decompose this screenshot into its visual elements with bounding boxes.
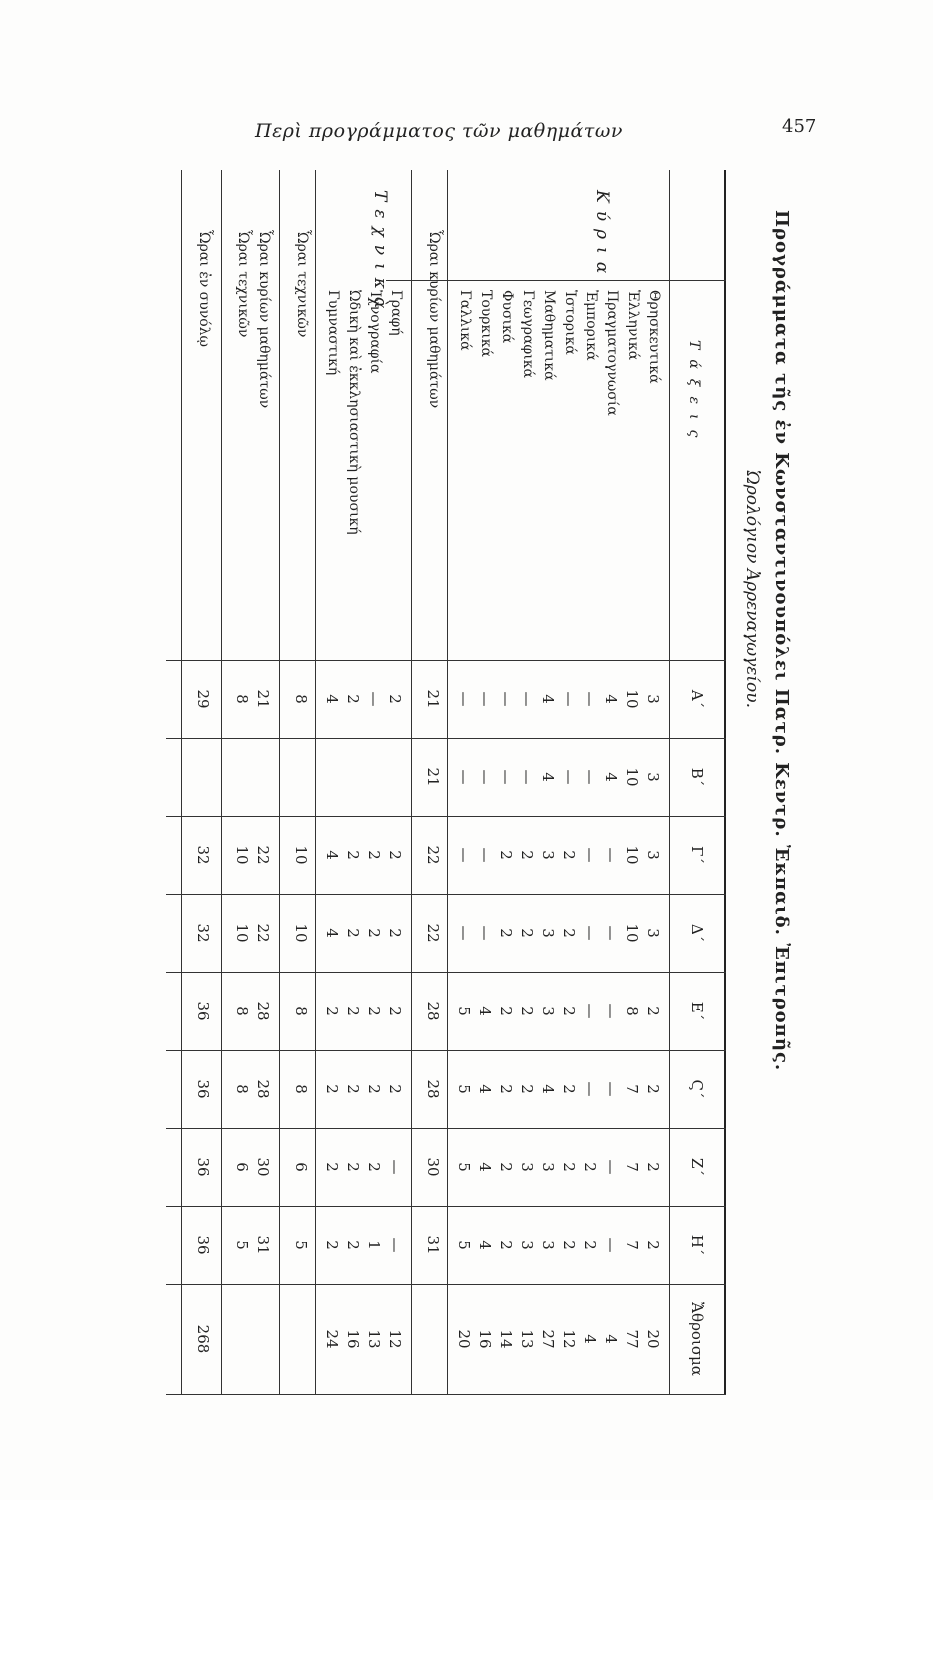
tech-cell: 2 (386, 694, 404, 704)
page-number: 457 (782, 116, 817, 137)
main-cell: 3 (518, 1240, 536, 1250)
main-cell: 5 (455, 1084, 473, 1094)
summary-main-cell: 21 (254, 689, 272, 709)
main-cell: 4 (476, 1162, 494, 1172)
tech-cell: 4 (323, 694, 341, 704)
column-rule (166, 1394, 726, 1395)
main-cell: 2 (497, 1162, 515, 1172)
tech-total-cell: 10 (292, 923, 310, 943)
tech-cell: — (386, 1159, 404, 1175)
main-cell: 2 (644, 1006, 662, 1016)
tech-cell: — (365, 691, 383, 707)
tech-cell: 2 (323, 1006, 341, 1016)
main-cell: — (518, 769, 536, 785)
main-cell: — (476, 847, 494, 863)
main-cell: 4 (476, 1240, 494, 1250)
main-cell: 2 (581, 1240, 599, 1250)
summary-tech-cell: 8 (233, 1084, 251, 1094)
table-title: Προγράμματα τῆς ἐν Κωνσταντινουπόλει Πατρ. Κεντρ. Ἐκπαιδ. Ἐπιτροπῆς. (771, 210, 792, 1072)
main-sum-cell: 4 (602, 1334, 620, 1344)
main-sum-cell: 12 (560, 1329, 578, 1349)
tech-row-label: Γυμναστική (325, 290, 341, 376)
main-cell: — (602, 925, 620, 941)
main-cell: — (476, 691, 494, 707)
grand-top-rule (221, 170, 222, 1394)
summary-main-cell: 28 (254, 1001, 272, 1021)
row-label-text: Ἐμπορικά (583, 290, 599, 361)
tech-cell: 2 (365, 850, 383, 860)
tech-sum-cell: 24 (323, 1329, 341, 1349)
main-row-label (499, 290, 515, 343)
main-sum-cell: 16 (476, 1329, 494, 1349)
tech-row-label: Ὠδικὴ καὶ ἐκκλησιαστικὴ μουσική (346, 290, 362, 535)
row-label-text: Μαθηματικά (541, 290, 557, 381)
main-cell: 3 (539, 850, 557, 860)
group-main-label: Κύρια (592, 190, 612, 282)
summary-tech-cell: 5 (233, 1240, 251, 1250)
main-row-label (520, 290, 536, 378)
tech-total-cell: 6 (292, 1162, 310, 1172)
row-label-text: Γεωγραφικά (520, 290, 536, 378)
row-label-text: Ἑλληνικά (625, 290, 641, 361)
main-cell: 2 (560, 928, 578, 938)
main-cell: 7 (623, 1084, 641, 1094)
rotated-table (130, 170, 790, 1670)
main-cell: 2 (581, 1162, 599, 1172)
tech-cell: 2 (344, 928, 362, 938)
tech-total-cell: 8 (292, 694, 310, 704)
grand-total-cell: 36 (194, 1235, 212, 1255)
row-label-text: Φυσικά (499, 290, 515, 344)
column-header: Η΄ (688, 1234, 706, 1256)
summary-tech-cell: 6 (233, 1162, 251, 1172)
main-cell: — (476, 925, 494, 941)
tech-cell: 2 (344, 1006, 362, 1016)
tech-total-cell: 10 (292, 845, 310, 865)
main-sum-cell: 20 (455, 1329, 473, 1349)
main-cell: 2 (560, 1084, 578, 1094)
tech-cell: 2 (386, 850, 404, 860)
main-total-cell: 28 (424, 1079, 442, 1099)
tech-total-cell: 8 (292, 1006, 310, 1016)
main-cell: — (602, 1003, 620, 1019)
group-tech-label: Τεχνικὰ (370, 190, 390, 317)
main-cell: — (455, 691, 473, 707)
main-cell: — (581, 1003, 599, 1019)
main-cell: 10 (623, 689, 641, 709)
tech-cell: 4 (323, 928, 341, 938)
main-cell: 10 (623, 767, 641, 787)
tech-row-label: Ἰχνογραφία (367, 290, 383, 374)
main-cell: — (497, 691, 515, 707)
tech-cell: 2 (386, 928, 404, 938)
grand-total-cell: 32 (194, 923, 212, 943)
tech-top-rule (411, 170, 412, 1394)
column-header: Ϛ΄ (688, 1079, 706, 1099)
main-total-cell: 30 (424, 1157, 442, 1177)
main-cell: 5 (455, 1006, 473, 1016)
main-cell: — (476, 769, 494, 785)
main-cell: 2 (644, 1162, 662, 1172)
tech-cell: 4 (323, 850, 341, 860)
main-total-cell: 21 (424, 767, 442, 787)
tech-cell: 2 (344, 850, 362, 860)
main-row-label (604, 290, 620, 416)
tech-cell: — (386, 1237, 404, 1253)
header-bottom-rule (669, 170, 670, 1394)
grand-total-cell: 32 (194, 845, 212, 865)
main-cell: — (602, 1159, 620, 1175)
grand-sum-cell: 268 (194, 1324, 212, 1354)
main-cell: 5 (455, 1162, 473, 1172)
tech-sum-cell: 12 (386, 1329, 404, 1349)
main-cell: 3 (539, 1162, 557, 1172)
main-cell: 10 (623, 923, 641, 943)
main-total-label: Ὧραι κυρίων μαθημάτων (426, 230, 442, 409)
tech-sum-cell: 13 (365, 1329, 383, 1349)
main-cell: 7 (623, 1240, 641, 1250)
main-cell: — (602, 1237, 620, 1253)
summary-main-label: Ὧραι κυρίων μαθημάτων (256, 230, 272, 409)
main-cell: — (560, 691, 578, 707)
main-row-label (478, 290, 494, 357)
tech-total-label: Ὧραι τεχνικῶν (294, 230, 310, 338)
main-cell: 2 (644, 1240, 662, 1250)
tech-row-label: Γραφή (388, 290, 404, 336)
tech-sum-cell: 16 (344, 1329, 362, 1349)
main-cell: — (581, 691, 599, 707)
summary-top-rule (279, 170, 280, 1394)
main-cell: 4 (539, 694, 557, 704)
grand-total-cell: 36 (194, 1079, 212, 1099)
main-cell: 8 (623, 1006, 641, 1016)
main-cell: 3 (644, 928, 662, 938)
main-cell: 2 (560, 850, 578, 860)
main-cell: — (455, 925, 473, 941)
column-header: Ε΄ (688, 1001, 706, 1021)
tech-cell: 2 (344, 694, 362, 704)
main-sum-cell: 14 (497, 1329, 515, 1349)
main-cell: 3 (644, 772, 662, 782)
running-header: Περὶ προγράμματος τῶν μαθημάτων (255, 120, 623, 142)
tech-bottom-rule (315, 170, 316, 1394)
main-cell: 2 (518, 1006, 536, 1016)
tech-cell: 2 (365, 928, 383, 938)
main-row-label (646, 290, 662, 384)
tech-cell: 2 (365, 1084, 383, 1094)
main-cell: — (560, 769, 578, 785)
grand-total-label: Ὧραι ἐν συνόλῳ (196, 230, 212, 347)
main-cell: 2 (644, 1084, 662, 1094)
main-cell: 4 (539, 1084, 557, 1094)
main-sum-cell: 20 (644, 1329, 662, 1349)
main-total-cell: 21 (424, 689, 442, 709)
main-cell: — (497, 769, 515, 785)
summary-tech-label: Ὧραι τεχνικῶν (235, 230, 251, 338)
summary-main-cell: 28 (254, 1079, 272, 1099)
main-cell: 2 (497, 1084, 515, 1094)
main-total-cell: 22 (424, 845, 442, 865)
main-row-label (562, 290, 578, 355)
column-header: Δ΄ (688, 923, 706, 943)
main-sum-cell: 77 (623, 1329, 641, 1349)
main-cell: 2 (497, 1006, 515, 1016)
grand-total-cell: 29 (194, 689, 212, 709)
main-row-label (625, 290, 641, 360)
tech-cell: 2 (365, 1162, 383, 1172)
tech-cell: 2 (323, 1240, 341, 1250)
tech-cell: 2 (344, 1162, 362, 1172)
main-row-label (541, 290, 557, 381)
main-cell: 3 (539, 1240, 557, 1250)
summary-main-cell: 30 (254, 1157, 272, 1177)
column-header: Γ΄ (688, 846, 706, 864)
main-cell: 2 (560, 1240, 578, 1250)
main-cell: — (602, 847, 620, 863)
main-cell: — (455, 847, 473, 863)
main-cell: 2 (560, 1006, 578, 1016)
summary-main-cell: 31 (254, 1235, 272, 1255)
tech-cell: 2 (386, 1084, 404, 1094)
main-cell: 4 (476, 1006, 494, 1016)
column-header: Β΄ (688, 767, 706, 787)
main-row-label (583, 290, 599, 361)
main-cell: 5 (455, 1240, 473, 1250)
summary-main-cell: 22 (254, 845, 272, 865)
main-cell: 2 (497, 850, 515, 860)
column-header: Α΄ (688, 689, 706, 709)
tech-cell: 2 (365, 1006, 383, 1016)
summary-tech-cell: 8 (233, 1006, 251, 1016)
tech-cell: 2 (344, 1240, 362, 1250)
main-cell: 2 (560, 1162, 578, 1172)
main-sum-cell: 4 (581, 1334, 599, 1344)
row-label-text: Γαλλικά (457, 290, 473, 351)
column-rule (166, 1284, 726, 1285)
main-cell: 3 (539, 1006, 557, 1016)
tech-cell: 1 (365, 1240, 383, 1250)
row-label-text: Πραγματογνωσία (604, 290, 620, 416)
classes-label: Τάξεις (686, 340, 702, 448)
tech-total-cell: 5 (292, 1240, 310, 1250)
main-cell: 4 (539, 772, 557, 782)
main-cell: — (602, 1081, 620, 1097)
main-cell: — (581, 925, 599, 941)
main-total-cell: 28 (424, 1001, 442, 1021)
tech-cell: 2 (323, 1084, 341, 1094)
main-cell: — (455, 769, 473, 785)
main-bottom-rule (447, 170, 448, 1394)
main-sum-cell: 27 (539, 1329, 557, 1349)
main-total-cell: 22 (424, 923, 442, 943)
row-label-text: Τουρκικά (478, 290, 494, 357)
column-header: Ἄθροισμα (688, 1302, 706, 1376)
main-cell: 2 (518, 928, 536, 938)
tech-cell: 2 (344, 1084, 362, 1094)
row-label-text: Θρησκευτικά (646, 290, 662, 384)
main-cell: — (581, 847, 599, 863)
main-cell: 3 (539, 928, 557, 938)
main-cell: 4 (602, 694, 620, 704)
column-header: Ζ΄ (688, 1158, 706, 1176)
main-cell: — (581, 769, 599, 785)
column-rule (166, 738, 726, 739)
main-cell: 4 (602, 772, 620, 782)
table-bottom-rule (181, 170, 182, 1394)
main-total-cell: 31 (424, 1235, 442, 1255)
table-top-rule (724, 170, 726, 1394)
schedule-table (160, 170, 790, 1630)
main-cell: 10 (623, 845, 641, 865)
main-cell: — (581, 1081, 599, 1097)
tech-total-cell: 8 (292, 1084, 310, 1094)
row-label-text: Ἱστορικά (562, 290, 578, 355)
main-cell: 3 (518, 1162, 536, 1172)
main-cell: 2 (497, 1240, 515, 1250)
main-cell: 3 (644, 694, 662, 704)
main-cell: 2 (518, 1084, 536, 1094)
grand-total-cell: 36 (194, 1157, 212, 1177)
table-subtitle: Ὡρολόγιον Ἀρρεναγωγείου. (742, 470, 762, 708)
tech-cell: 2 (386, 1006, 404, 1016)
main-sum-cell: 13 (518, 1329, 536, 1349)
main-cell: — (518, 691, 536, 707)
main-cell: 7 (623, 1162, 641, 1172)
tech-cell: 2 (323, 1162, 341, 1172)
main-cell: 3 (644, 850, 662, 860)
main-row-label (457, 290, 473, 351)
main-cell: 2 (497, 928, 515, 938)
grand-total-cell: 36 (194, 1001, 212, 1021)
main-cell: 2 (518, 850, 536, 860)
summary-tech-cell: 10 (233, 845, 251, 865)
summary-main-cell: 22 (254, 923, 272, 943)
summary-tech-cell: 8 (233, 694, 251, 704)
summary-tech-cell: 10 (233, 923, 251, 943)
main-cell: 4 (476, 1084, 494, 1094)
